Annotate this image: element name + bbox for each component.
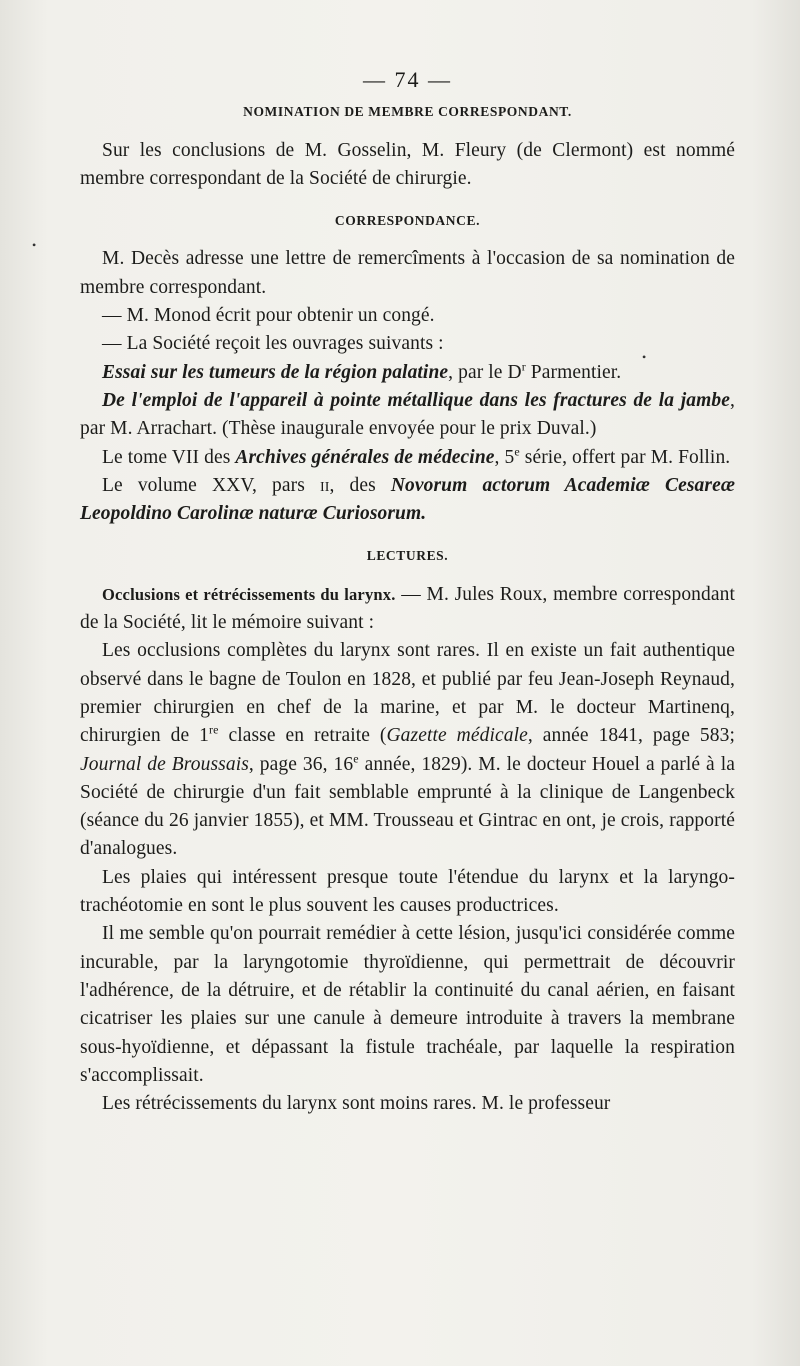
work-entry: Essai sur les tumeurs de la région palatine, par le $D^r$ Parmentier. [102,359,622,383]
paragraph: Les occlusions complètes du larynx sont rares. Il en existe un fait authentique observé dans le bagne de Toulon en 1828, et publié par feu Jean-Joseph Reynaud, premier chirurgien en chef de la marine, et par M. le docteur Martinenq, chirurgien de 1re classe en retraite (Gazette médicale, année 1841, page 583; Journal de Broussais, page 36, 16e année, 1829). M. le docteur Houel a parlé à la Société de chirurgie d'un fait semblable emprunté à la clinique de Langenbeck (séance du 26 janvier 1855), et MM. Trousseau et Gintrac en ont, je crois, rapporté d'analogues. [80,640,736,860]
section-heading-nomination: NOMINATION DE MEMBRE CORRESPONDANT. [243,104,572,120]
work-title: Novorum actorum Academiæ Cesareæ Leopoldino Carolinæ naturæ Curiosorum. [80,474,736,525]
paragraph: — La Société reçoit les ouvrages suivants : [102,333,444,355]
paragraph: Sur les conclusions de M. Gosselin, M. Fleury (de Clermont) est nommé membre correspondant de la Société de chirurgie. [80,139,735,189]
paragraph: Les plaies qui intéressent presque toute l'étendue du larynx et la laryngo-trachéotomie en sont le plus souvent les causes productrices. [80,866,735,917]
paragraph: Les rétrécissements du larynx sont moins rares. M. le professeur [102,1093,611,1115]
margin-dot: • [642,350,647,364]
paragraph: — M. Monod écrit pour obtenir un congé. [102,305,435,327]
work-title: Archives générales de médecine [235,446,495,468]
section-heading-correspondance: CORRESPONDANCE. [334,213,481,229]
work-entry: Le volume XXV, pars ii, des Novorum actorum Academiæ Cesareæ Leopoldino Carolinæ naturæ Curiosorum. [80,474,736,525]
paragraph: Occlusions et rétrécissements du larynx. — M. Jules Roux, membre correspondant de la Société, lit le mémoire suivant : [80,583,736,634]
page-content [80,66,735,1118]
paragraph: Il me semble qu'on pourrait remédier à cette lésion, jusqu'ici considérée comme incurable, par la laryngotomie thyroïdienne, qui permettrait de découvrir l'adhérence, de la détruire, et de rétablir la continuité du canal aérien, en faisant cicatriser les plaies sur une canule à demeure introduite à travers la membrane sous-hyoïdienne, et dépassant la fistule trachéale, par laquelle la respiration s'accomplissait. [80,923,735,1086]
margin-dot: • [32,238,37,252]
section-heading-lectures: LECTURES. [366,548,449,564]
page-number: — 74 — [363,67,452,92]
work-entry: De l'emploi de l'appareil à pointe métallique dans les fractures de la jambe, par M. Arrachart. (Thèse inaugurale envoyée pour le prix Duval.) [80,389,735,440]
lecture-title: Occlusions et rétrécissements du larynx. [102,584,396,604]
work-title: Essai sur les tumeurs de la région palatine [102,361,449,383]
work-title: De l'emploi de l'appareil à pointe métallique dans les fractures de la jambe [102,389,731,411]
paragraph: M. Decès adresse une lettre de remercîments à l'occasion de sa nomination de membre correspondant. [80,248,735,298]
work-entry: Le tome VII des Archives générales de médecine, 5e série, offert par M. Follin. [102,444,731,468]
